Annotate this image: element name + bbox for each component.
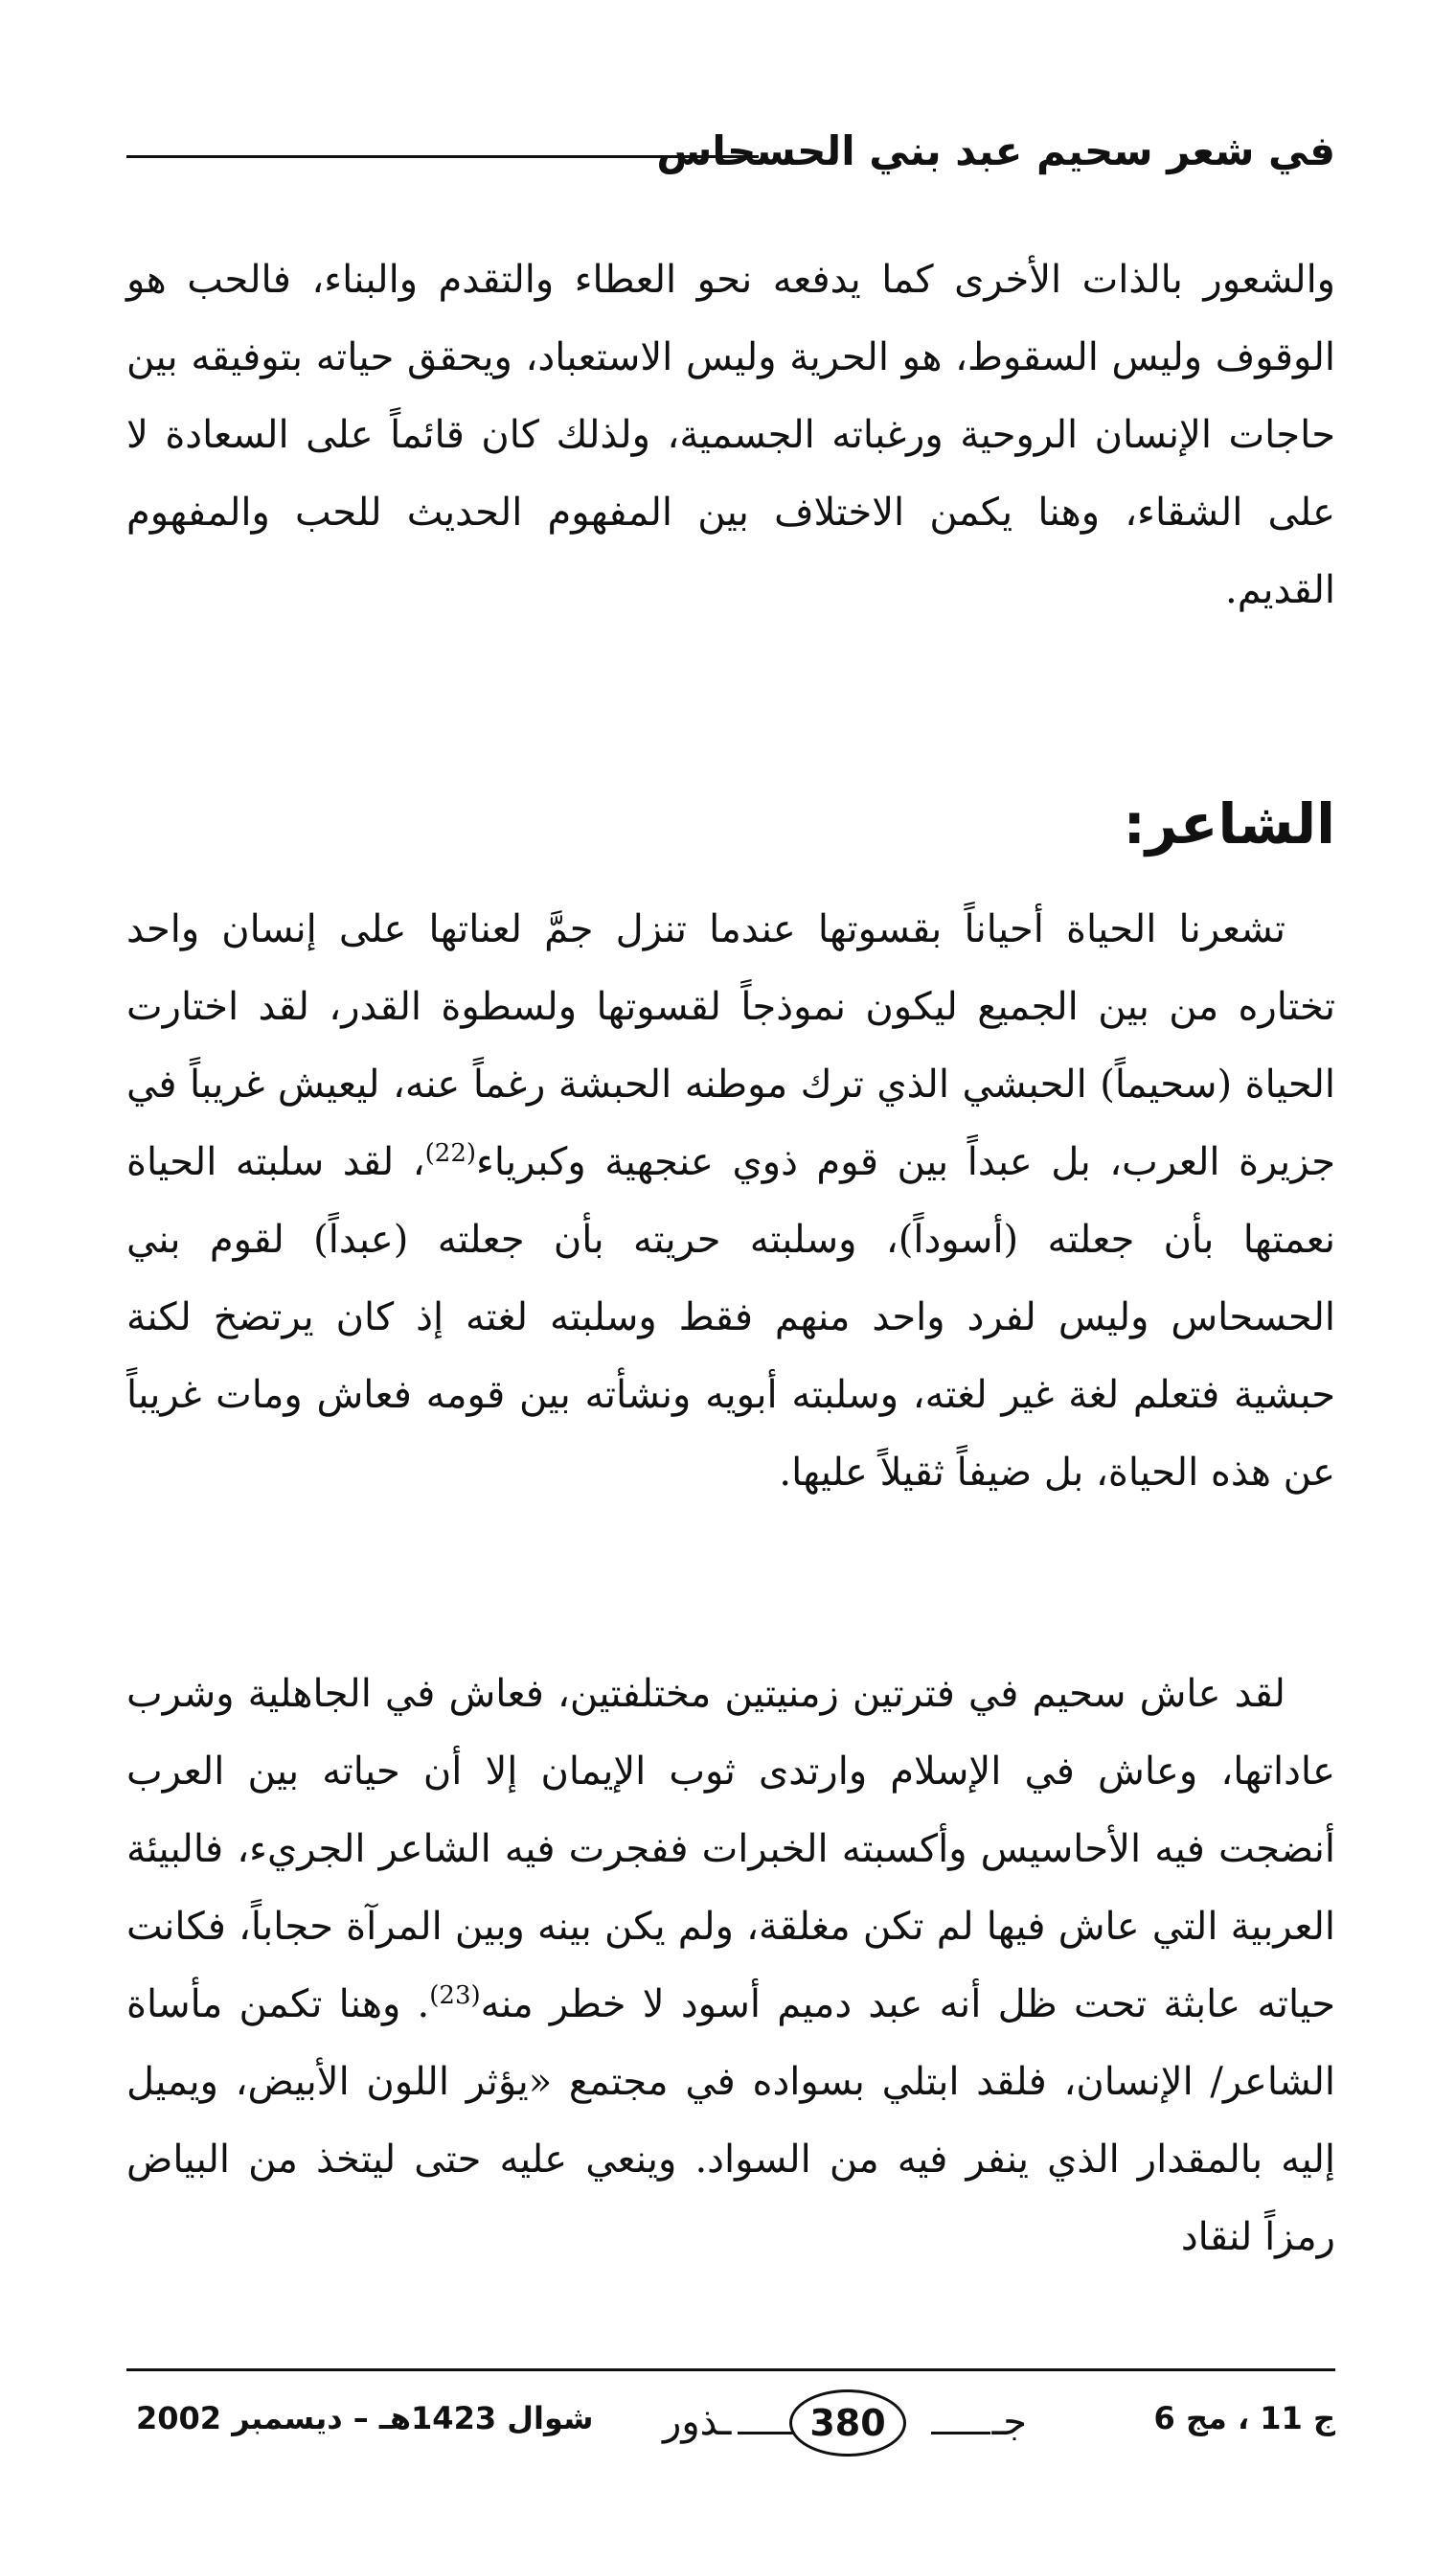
header-rule (126, 155, 759, 158)
footnote-ref-23: (23) (429, 1981, 481, 2010)
issue-date: شوال 1423هـ – ديسمبر 2002 (136, 2400, 594, 2436)
journal-name-end: ـذور (663, 2400, 732, 2444)
paragraph-two (126, 1656, 1335, 2276)
journal-name-start: جـ (991, 2400, 1027, 2444)
footer-rule (126, 2368, 1335, 2371)
footnote-ref-22: (22) (424, 1139, 477, 1168)
running-header-title: في شعر سحيم عبد بني الحسحاس (656, 127, 1335, 174)
paragraph-two-text-b: . وهنا تكمن مأساة الشاعر/ الإنسان، فلقد ابتلي بسواده في مجتمع «يؤثر اللون الأبيض، ويميل إليه بالمقدار الذي ينفر فيه من السواد. وينعي عليه حتى ليتخذ من البياض رمزاً لنقاد (126, 1982, 1336, 2259)
journal-name (663, 2389, 1027, 2457)
section-heading: الشاعر: (1123, 791, 1335, 857)
running-header (126, 123, 1335, 199)
paragraph-two-block (126, 1656, 1335, 2276)
intro-paragraph-block (126, 241, 1335, 629)
paragraph-one-block (126, 891, 1335, 1512)
journal-tatweel-right (931, 2432, 990, 2434)
paragraph-one (126, 891, 1335, 1512)
page-number: 380 (789, 2389, 906, 2457)
page-footer (126, 2384, 1335, 2470)
paragraph-two-text-a: لقد عاش سحيم في فترتين زمنيتين مختلفتين، فعاش في الجاهلية وشرب عاداتها، وعاش في الإسلام وارتدى ثوب الإيمان إلا أن حياته بين العرب أنضجت فيه الأحاسيس وأكسبته الخبرات ففجرت فيه الشاعر الجريء، فالبيئة العربية التي عاش فيها لم تكن مغلقة، ولم يكن بينه وبين المرآة حجاباً، فكانت حياته عابثة تحت ظل أنه عبد دميم أسود لا خطر منه (126, 1672, 1335, 2026)
volume-issue: ج 11 ، مج 6 (1153, 2400, 1335, 2436)
paragraph-one-text-a: تشعرنا الحياة أحياناً بقسوتها عندما تنزل جمَّ لعناتها على إنسان واحد تختاره من بين الجميع ليكون نموذجاً لقسوتها ولسطوة القدر، لقد اختارت الحياة (سحيماً) الحبشي الذي ترك موطنه الحبشة رغماً عنه، ليعيش غريباً في جزيرة العرب، بل عبداً بين قوم ذوي عنجهية وكبرياء (126, 907, 1335, 1184)
intro-paragraph: والشعور بالذات الأخرى كما يدفعه نحو العطاء والتقدم والبناء، فالحب هو الوقوف وليس السقوط، هو الحرية وليس الاستعباد، ويحقق حياته بتوفيقه بين حاجات الإنسان الروحية ورغباته الجسمية، ولذلك كان قائماً على السعادة لا على الشقاء، وهنا يكمن الاختلاف بين المفهوم الحديث للحب والمفهوم القديم. (126, 258, 1336, 612)
paragraph-one-text-b: ، لقد سلبته الحياة نعمتها بأن جعلته (أسوداً)، وسلبته حريته بأن جعلته (عبداً) لقوم بني الحسحاس وليس لفرد واحد منهم فقط وسلبته لغته إذ كان يرتضخ لكنة حبشية فتعلم لغة غير لغته، وسلبته أبويه ونشأته بين قومه فعاش ومات غريباً عن هذه الحياة، بل ضيفاً ثقيلاً عليها. (126, 1140, 1335, 1495)
journal-tatweel-left (738, 2432, 795, 2434)
